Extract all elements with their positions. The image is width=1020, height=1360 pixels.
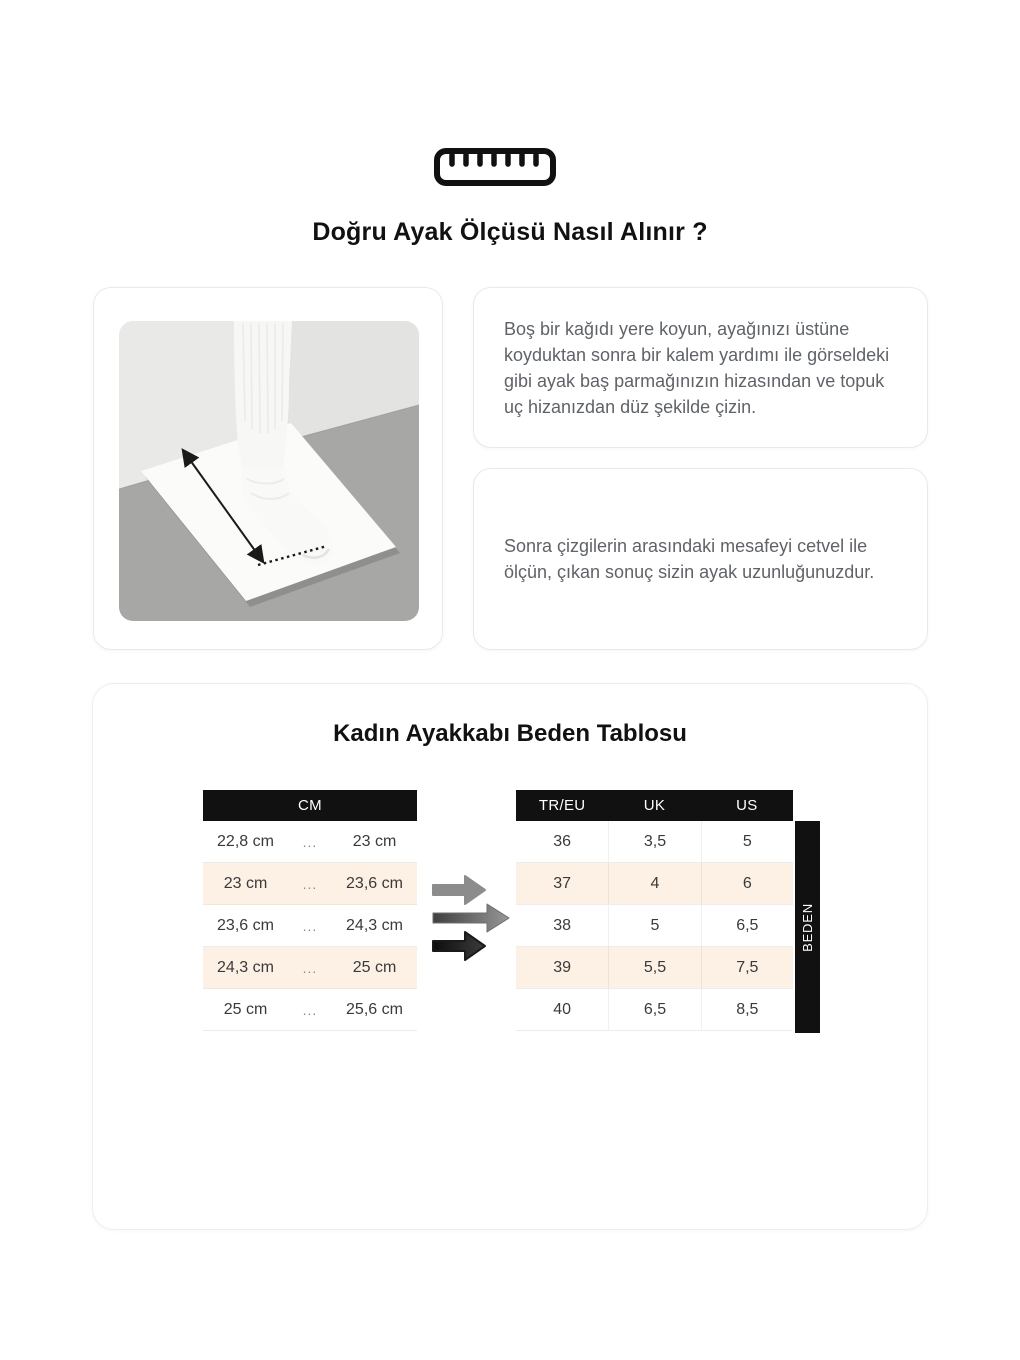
cm-to: 24,3 cm	[346, 916, 403, 934]
size-uk: 5,5	[608, 947, 700, 988]
conversion-arrows-icon	[431, 872, 511, 966]
cm-table-row	[203, 905, 417, 947]
cm-table-row	[203, 821, 417, 863]
cm-from: 23,6 cm	[217, 916, 274, 934]
range-dots: ...	[302, 917, 318, 934]
instruction-step-1: Boş bir kağıdı yere koyun, ayağınızı üstüne koyduktan sonra bir kalem yardımı ile görseldeki gibi ayak baş parmağınızın hizasından ve topuk uç hizanızdan düz şekilde çizin.	[504, 318, 890, 417]
cm-from: 25 cm	[223, 1000, 268, 1018]
size-uk: 3,5	[608, 821, 700, 862]
col-uk: UK	[643, 797, 666, 814]
range-dots: ...	[302, 833, 318, 850]
size-table-card	[92, 683, 928, 1230]
size-us: 6,5	[701, 905, 793, 946]
cm-table-row	[203, 947, 417, 989]
cm-to: 25 cm	[352, 958, 397, 976]
size-tr-eu: 37	[553, 874, 572, 892]
range-dots: ...	[302, 875, 318, 892]
foot-measurement-photo-card	[93, 287, 443, 650]
conversion-table	[516, 790, 793, 1031]
cm-to: 25,6 cm	[346, 1000, 403, 1018]
cm-table-row	[203, 989, 417, 1031]
conversion-table-row	[516, 989, 793, 1031]
page-title: Doğru Ayak Ölçüsü Nasıl Alınır ?	[312, 218, 708, 246]
size-us: 8,5	[701, 989, 793, 1030]
conversion-table-row	[516, 863, 793, 905]
size-uk: 6,5	[608, 989, 700, 1030]
size-tr-eu: 39	[553, 958, 572, 976]
size-table-title: Kadın Ayakkabı Beden Tablosu	[333, 720, 687, 747]
col-tr-eu: TR/EU	[538, 797, 586, 814]
foot-measurement-photo	[119, 321, 419, 621]
size-tr-eu: 38	[553, 916, 572, 934]
instruction-card-1	[473, 287, 928, 448]
cm-table	[203, 790, 417, 1031]
cm-from: 24,3 cm	[217, 958, 274, 976]
size-us: 5	[701, 821, 793, 862]
size-uk: 5	[608, 905, 700, 946]
cm-from: 22,8 cm	[217, 832, 274, 850]
range-dots: ...	[302, 1001, 318, 1018]
ruler-icon	[433, 147, 557, 187]
cm-to: 23 cm	[352, 832, 397, 850]
size-tr-eu: 36	[553, 832, 572, 850]
cm-table-row	[203, 863, 417, 905]
beden-label-text: BEDEN	[800, 902, 816, 952]
conversion-table-row	[516, 947, 793, 989]
size-us: 6	[701, 863, 793, 904]
size-tr-eu: 40	[553, 1000, 572, 1018]
cm-to: 23,6 cm	[346, 874, 403, 892]
instruction-step-2: Sonra çizgilerin arasındaki mesafeyi cetvel ile ölçün, çıkan sonuç sizin ayak uzunluğunuzdur.	[504, 536, 875, 582]
range-dots: ...	[302, 959, 318, 976]
cm-table-header: CM	[203, 790, 417, 821]
conversion-table-row	[516, 905, 793, 947]
col-us: US	[736, 797, 758, 814]
cm-from: 23 cm	[223, 874, 268, 892]
conversion-table-header	[516, 790, 793, 821]
instruction-card-2	[473, 468, 928, 650]
conversion-table-row	[516, 821, 793, 863]
size-us: 7,5	[701, 947, 793, 988]
size-uk: 4	[608, 863, 700, 904]
beden-side-label	[795, 821, 820, 1033]
